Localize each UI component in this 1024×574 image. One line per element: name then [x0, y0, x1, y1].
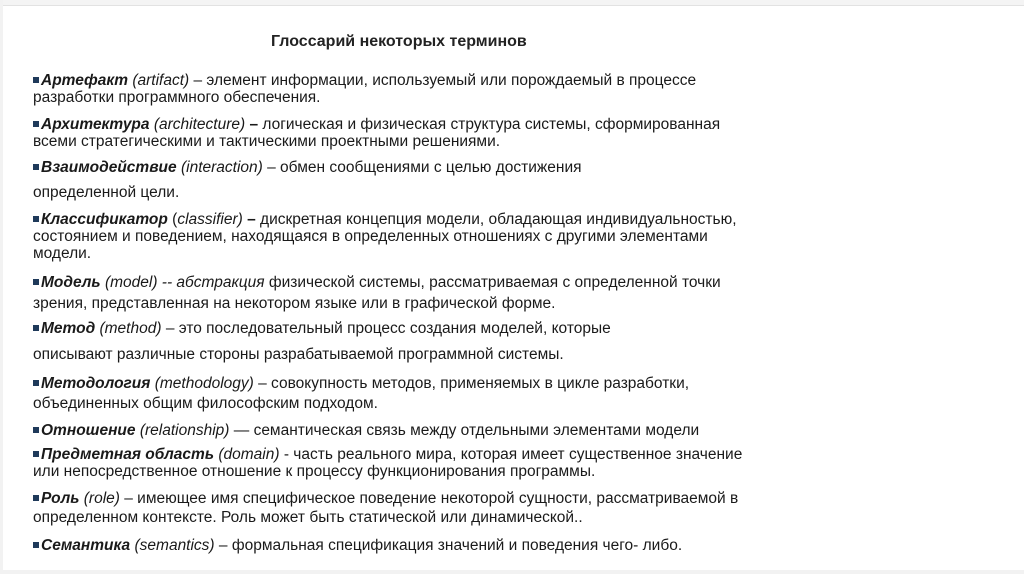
glossary-entry-method: Метод (method) – это последовательный процесс создания моделей, которые описывают различные стороны разрабатываемой программной системы. — [33, 320, 611, 363]
square-bullet-icon — [33, 216, 39, 222]
glossary-entry-semantics: Семантика (semantics) – формальная спецификация значений и поведения чего- либо. — [33, 537, 993, 554]
glossary-entry-domain: Предметная область (domain) - часть реального мира, которая имеет существенное значение или непосредственное отношение к процессу функционирования программы. — [33, 446, 743, 480]
square-bullet-icon — [33, 77, 39, 83]
slide-bottom-border — [0, 570, 1024, 574]
square-bullet-icon — [33, 542, 39, 548]
slide-top-border — [0, 0, 1024, 6]
square-bullet-icon — [33, 325, 39, 331]
square-bullet-icon — [33, 279, 39, 285]
square-bullet-icon — [33, 164, 39, 170]
glossary-entry-interaction: Взаимодействие (interaction) – обмен сообщениями с целью достижения определенной цели. — [33, 159, 582, 201]
square-bullet-icon — [33, 495, 39, 501]
glossary-entry-methodology: Методология (methodology) – совокупность методов, применяемых в цикле разработки, объединенных общим философским подходом. — [33, 375, 690, 412]
glossary-entry-relationship: Отношение (relationship) — семантическая связь между отдельными элементами модели — [33, 422, 993, 439]
slide-left-border — [0, 0, 3, 574]
square-bullet-icon — [33, 451, 39, 457]
glossary-entry-model: Модель (model) -- абстракция физической системы, рассматриваемая с определенной точки зрения, представленная на некотором языке или в графической форме. — [33, 274, 721, 312]
square-bullet-icon — [33, 380, 39, 386]
glossary-entry-role: Роль (role) – имеющее имя специфическое поведение некоторой сущности, рассматриваемой в определенном контексте. Роль может быть статической или динамической.. — [33, 490, 739, 526]
square-bullet-icon — [33, 121, 39, 127]
glossary-entry-architecture: Архитектура (architecture) – логическая и физическая структура системы, сформированная всеми стратегическими и тактическими проектными решениями. — [33, 116, 721, 150]
square-bullet-icon — [33, 427, 39, 433]
page-title: Глоссарий некоторых терминов — [271, 33, 527, 50]
glossary-entry-classifier: Классификатор (classifier) – дискретная концепция модели, обладающая индивидуальностью, состоянием и поведением, находящаяся в определенных отношениях с другими элементами модели. — [33, 211, 737, 262]
glossary-entry-artifact: Артефакт (artifact) – элемент информации, используемый или порождаемый в процессе разработки программного обеспечения. — [33, 72, 697, 106]
